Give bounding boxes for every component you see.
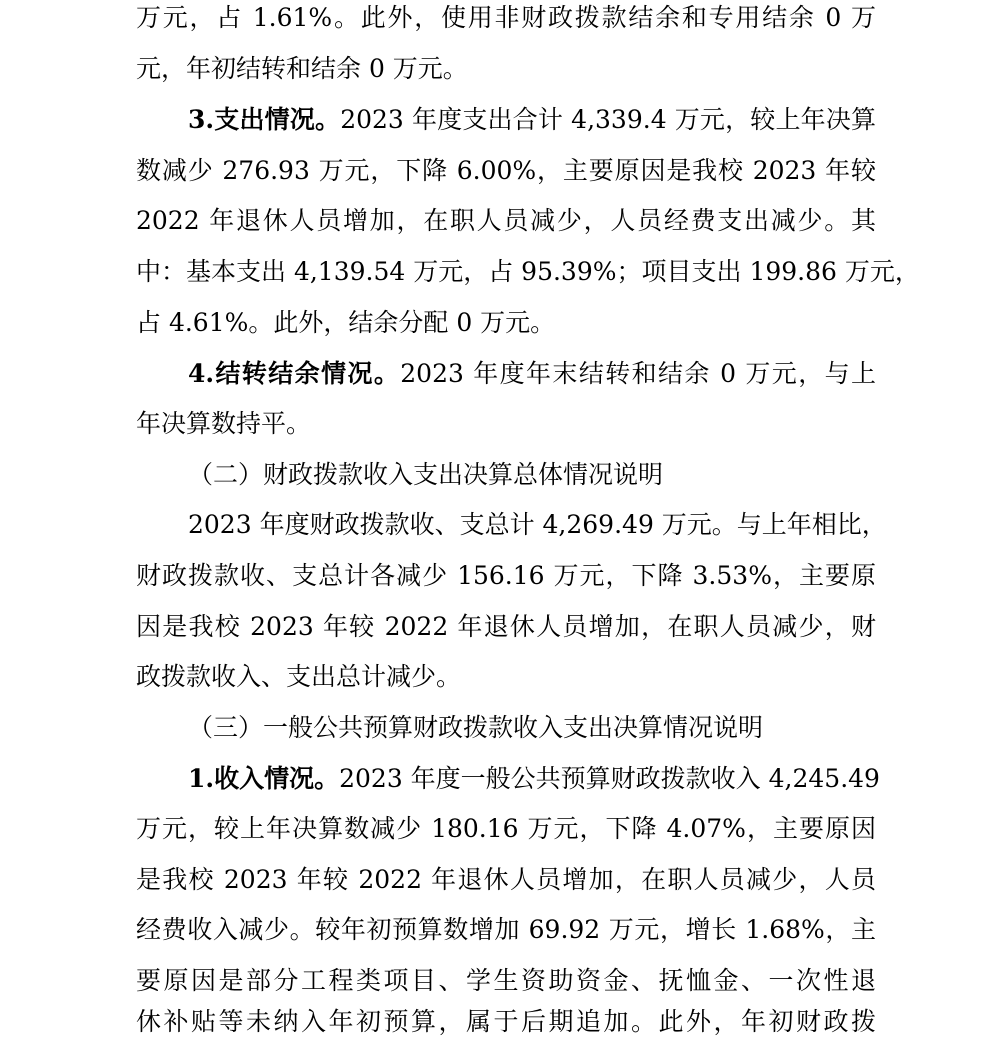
text-line: 是我校 2023 年较 2022 年退休人员增加，在职人员减少，人员 [136,865,876,894]
paragraph-first-line [136,102,876,138]
section-heading-3: （三）一般公共预算财政拨款收入支出决算情况说明 [188,713,764,742]
text-line: 年决算数持平。 [136,409,312,438]
text-line: 万元，占 1.61%。此外，使用非财政拨款结余和专用结余 0 万 [136,3,876,32]
text-line: 2023 年度年末结转和结余 0 万元，与上 [400,359,876,388]
text-line: 万元，较上年决算数减少 180.16 万元，下降 4.07%，主要原因 [136,814,876,843]
text-line: 政拨款收入、支出总计减少。 [136,662,462,691]
text-line: 经费收入减少。较年初预算数增加 69.92 万元，增长 1.68%，主 [136,915,876,944]
text-line: 2023 年度支出合计 4,339.4 万元，较上年决算 [340,105,876,134]
text-line: 2022 年退休人员增加，在职人员减少，人员经费支出减少。其 [136,206,876,235]
section-heading-expenditure: 3.支出情况。 [188,105,341,134]
paragraph-first-line [136,761,880,797]
text-line: 休补贴等未纳入年初预算，属于后期追加。此外，年初财政拨 [136,1007,876,1036]
text-line: 元，年初结转和结余 0 万元。 [136,54,468,83]
text-line: 2023 年度财政拨款收、支总计 4,269.49 万元。与上年相比， [188,510,887,539]
text-line: 数减少 276.93 万元，下降 6.00%，主要原因是我校 2023 年较 [136,156,876,185]
section-heading-carryover: 4.结转结余情况。 [188,359,401,388]
text-line: 要原因是部分工程类项目、学生资助资金、抚恤金、一次性退 [136,966,876,995]
text-line: 占 4.61%。此外，结余分配 0 万元。 [136,308,556,337]
text-line: 2023 年度一般公共预算财政拨款收入 4,245.49 [339,764,880,793]
paragraph-first-line [136,356,876,392]
text-line: 财政拨款收、支总计各减少 156.16 万元，下降 3.53%，主要原 [136,561,876,590]
text-line: 中：基本支出 4,139.54 万元，占 95.39%；项目支出 199.86 万元， [136,257,920,286]
text-line: 因是我校 2023 年较 2022 年退休人员增加，在职人员减少，财 [136,612,876,641]
section-heading-2: （二）财政拨款收入支出决算总体情况说明 [188,460,664,489]
section-heading-income: 1.收入情况。 [188,764,340,793]
